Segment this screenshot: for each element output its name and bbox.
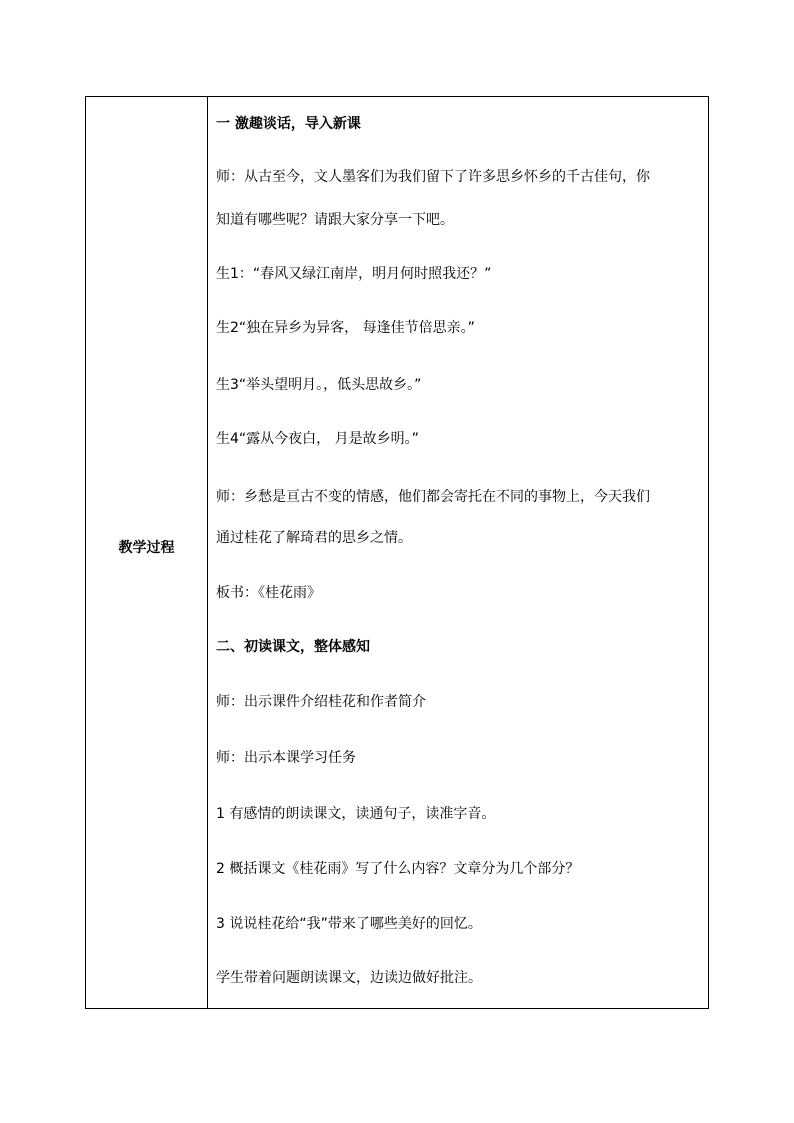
paragraph-line: 通过桂花了解琦君的思乡之情。: [216, 530, 412, 546]
paragraph-line: 1 有感情的朗读课文，读通句子，读准字音。: [216, 806, 496, 822]
label-column: [86, 97, 208, 1008]
paragraph-line: 生4“露从今夜白， 月是故乡明。”: [216, 431, 419, 447]
heading-reading: 二、初读课文，整体感知: [216, 639, 370, 655]
paragraph-line: 生3“举头望明月。，低头思故乡。”: [216, 377, 422, 393]
paragraph-line: 师：从古至今，文人墨客们为我们留下了许多思乡怀乡的千古佳句，你: [216, 169, 650, 185]
paragraph-line: 2 概括课文《桂花雨》写了什么内容？文章分为几个部分？: [216, 861, 580, 877]
paragraph-line: 师：乡愁是亘古不变的情感，他们都会寄托在不同的事物上，今天我们: [216, 489, 650, 505]
paragraph-line: 师：出示本课学习任务: [216, 750, 356, 766]
paragraph-line: 师：出示课件介绍桂花和作者简介: [216, 694, 426, 710]
paragraph-line: 学生带着问题朗读课文，边读边做好批注。: [216, 970, 482, 986]
paragraph-line: 生1：“春风又绿江南岸，明月何时照我还？”: [216, 266, 492, 282]
lesson-table: [85, 96, 709, 1009]
paragraph-line: 知道有哪些呢？请跟大家分享一下吧。: [216, 212, 454, 228]
paragraph-line: 生2“独在异乡为异客， 每逢佳节倍思亲。”: [216, 320, 475, 336]
paragraph-line: 3 说说桂花给“我”带来了哪些美好的回忆。: [216, 916, 482, 932]
heading-intro: 一 激趣谈话，导入新课: [216, 116, 361, 132]
paragraph-line: 板书：《桂花雨》: [216, 585, 321, 601]
section-label: 教学过程: [118, 540, 175, 556]
